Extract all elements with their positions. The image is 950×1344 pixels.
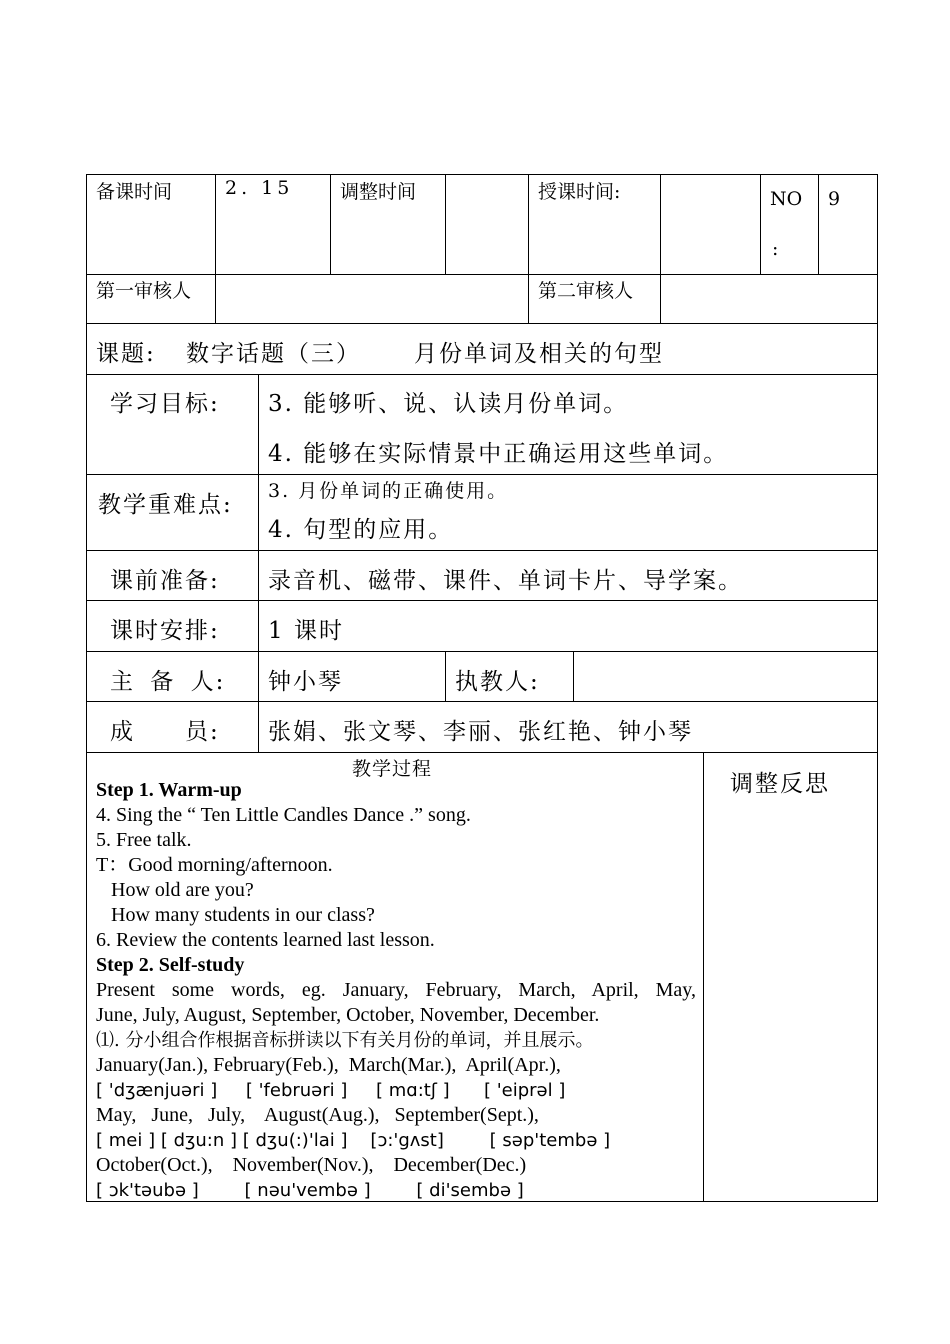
step2-intro-line: Present some words, eg. January, February, March, April, May,: [96, 979, 696, 1001]
step1-item: How many students in our class?: [96, 904, 375, 926]
no-label: NO: [770, 188, 803, 210]
step2-title: Step 2. Self-study: [96, 954, 245, 976]
step1-item: 6. Review the contents learned last lesson.: [96, 929, 435, 951]
ipa-row: [ ɔk'təubə ] [ nəu'vembə ] [ di'sembə ]: [96, 1180, 524, 1201]
process-content: [96, 778, 696, 1203]
process-heading: 教学过程: [352, 758, 433, 780]
step2-intro-line: June, July, August, September, October, November, December.: [96, 1004, 600, 1026]
step1-item: T：Good morning/afternoon.: [96, 854, 333, 876]
goal-item: 3. 能够听、说、认读月份单词。: [268, 391, 629, 417]
ipa-row: [ mei ] [ dʒu:n ] [ dʒu(:)'lai ] [ɔ:'gʌst] [ səp'tembə ]: [96, 1130, 611, 1151]
preparation-label: 课前准备:: [110, 568, 220, 594]
members-label: 成 员:: [110, 719, 220, 745]
teach-time-label: 授课时间:: [538, 181, 621, 203]
words-row: October(Oct.), November(Nov.), December(Dec.): [96, 1154, 527, 1176]
reviewer1-label: 第一审核人: [96, 280, 192, 302]
ipa-row: [ 'dʒænjuəri ] [ 'februəri ] [ mɑ:tʃ ] [ 'eiprəl ]: [96, 1080, 566, 1101]
teacher-label: 执教人:: [455, 669, 540, 695]
goal-item: 4. 能够在实际情景中正确运用这些单词。: [268, 441, 729, 467]
key-point-item: 4. 句型的应用。: [268, 517, 454, 543]
topic-title: 数字话题（三）: [186, 341, 361, 367]
schedule-label: 课时安排:: [110, 618, 220, 644]
lead-label: 主 备 人:: [110, 669, 226, 695]
no-label-colon: :: [772, 238, 779, 260]
adjust-time-label: 调整时间: [340, 181, 417, 203]
key-point-item: 3. 月份单词的正确使用。: [268, 480, 509, 502]
preparation-value: 录音机、磁带、课件、单词卡片、导学案。: [268, 568, 743, 594]
schedule-value: 1 课时: [268, 618, 344, 644]
step1-item: How old are you?: [96, 879, 254, 901]
goals-label: 学习目标:: [110, 391, 220, 417]
prep-time-value: 2. 15: [225, 177, 294, 199]
lead-value: 钟小琴: [268, 669, 343, 695]
step1-item: 5. Free talk.: [96, 829, 192, 851]
words-row: January(Jan.), February(Feb.), March(Mar.), April(Apr.),: [96, 1054, 561, 1076]
step2-task: ⑴. 分小组合作根据音标拼读以下有关月份的单词，并且展示。: [96, 1030, 594, 1051]
prep-time-label: 备课时间: [96, 181, 173, 203]
reflection-heading: 调整反思: [730, 771, 830, 797]
key-points-label: 教学重难点:: [98, 492, 233, 518]
reviewer2-label: 第二审核人: [538, 280, 634, 302]
words-row: May, June, July, August(Aug.), September(Sept.),: [96, 1104, 539, 1126]
step1-item: 4. Sing the “ Ten Little Candles Dance .” song.: [96, 804, 471, 826]
topic-subtitle: 月份单词及相关的句型: [414, 341, 664, 367]
no-value: 9: [828, 188, 841, 210]
members-value: 张娟、张文琴、李丽、张红艳、钟小琴: [268, 719, 693, 745]
step1-title: Step 1. Warm-up: [96, 779, 242, 801]
topic-label: 课题:: [96, 341, 156, 367]
